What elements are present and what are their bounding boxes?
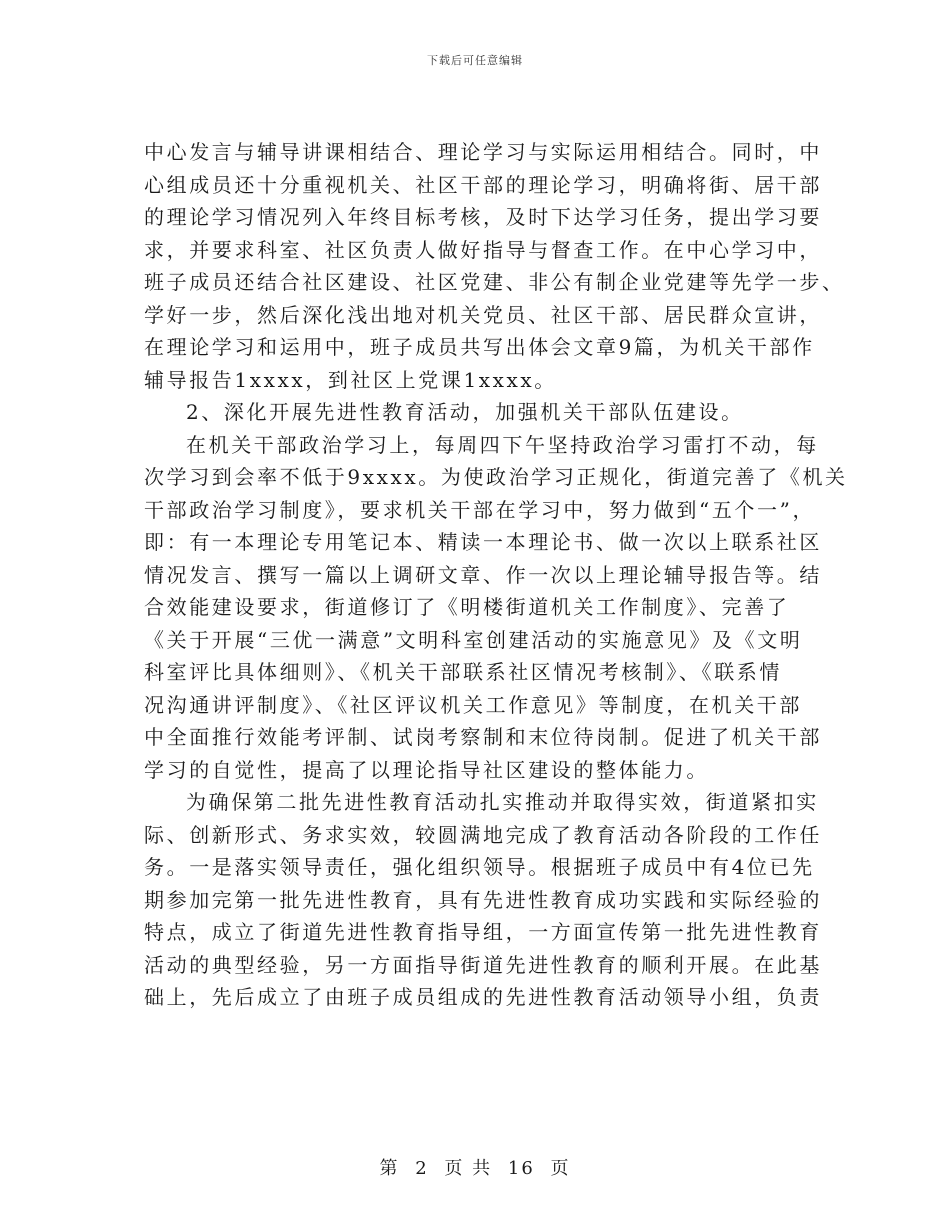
- paragraph-start-line: 在机关干部政治学习上，每周四下午坚持政治学习雷打不动，每: [186, 432, 819, 457]
- text-line: 期参加完第一批先进性教育，具有先进性教育成功实践和实际经验的: [144, 887, 822, 912]
- text-line: 学好一步，然后深化浅出地对机关党员、社区干部、居民群众宣讲，: [144, 302, 822, 327]
- text-line: 科室评比具体细则》、《机关干部联系社区情况考核制》、《联系情: [144, 660, 782, 684]
- text-line: 情况发言、撰写一篇以上调研文章、作一次以上理论辅导报告等。结: [144, 562, 822, 587]
- document-body: [144, 136, 848, 1014]
- text-line: 的理论学习情况列入年终目标考核，及时下达学习任务，提出学习要: [144, 205, 822, 229]
- text-line: 合效能建设要求，街道修订了《明楼街道机关工作制度》、完善了: [144, 595, 790, 619]
- paragraph-start-line: 为确保第二批先进性教育活动扎实推动并取得实效，街道紧扣实: [186, 790, 819, 814]
- text-line: 即：有一本理论专用笔记本、精读一本理论书、做一次以上联系社区: [144, 530, 822, 554]
- text-line: 干部政治学习制度》，要求机关干部在学习中，努力做到“五个一”，: [144, 497, 816, 522]
- total-page-count: 16: [507, 1158, 535, 1179]
- text-line: 际、创新形式、务求实效，较圆满地完成了教育活动各阶段的工作任: [144, 822, 822, 847]
- page-number-footer: [0, 1154, 950, 1180]
- text-line: 求，并要求科室、社区负责人做好指导与督查工作。在中心学习中，: [144, 237, 822, 262]
- text-line: 况沟通讲评制度》、《社区评议机关工作意见》等制度，在机关干部: [144, 692, 802, 717]
- text-line: 中全面推行效能考评制、试岗考察制和末位待岗制。促进了机关干部: [144, 725, 822, 749]
- text-line: 础上，先后成立了由班子成员组成的先进性教育活动领导小组，负责: [144, 985, 822, 1009]
- current-page-number: 2: [415, 1158, 429, 1179]
- footer-suffix: 页: [550, 1158, 571, 1179]
- text-line: 辅导报告1xxxx，到社区上党课1xxxx。: [144, 367, 557, 392]
- text-line: 学习的自觉性，提高了以理论指导社区建设的整体能力。: [144, 757, 709, 782]
- section-heading: 2、深化开展先进性教育活动，加强机关干部队伍建设。: [186, 400, 744, 424]
- text-line: 特点，成立了街道先进性教育指导组，一方面宣传第一批先进性教育: [144, 920, 822, 944]
- text-line: 活动的典型经验，另一方面指导街道先进性教育的顺利开展。在此基: [144, 952, 822, 977]
- text-line: 心组成员还十分重视机关、社区干部的理论学习，明确将街、居干部: [144, 172, 822, 197]
- text-line: 班子成员还结合社区建设、社区党建、非公有制企业党建等先学一步、: [144, 270, 845, 294]
- footer-prefix: 第: [379, 1158, 400, 1179]
- text-line: 《关于开展“三优一满意”文明科室创建活动的实施意见》及《文明: [144, 627, 803, 652]
- footer-middle: 页 共: [444, 1158, 493, 1179]
- page-header-note: 下载后可任意编辑: [427, 54, 523, 67]
- text-line: 中心发言与辅导讲课相结合、理论学习与实际运用相结合。同时，中: [144, 140, 822, 164]
- text-line: 务。一是落实领导责任，强化组织领导。根据班子成员中有4位已先: [144, 855, 815, 879]
- text-line: 次学习到会率不低于9xxxx。为使政治学习正规化，街道完善了《机关: [144, 465, 848, 489]
- text-line: 在理论学习和运用中，班子成员共写出体会文章9篇，为机关干部作: [144, 335, 815, 359]
